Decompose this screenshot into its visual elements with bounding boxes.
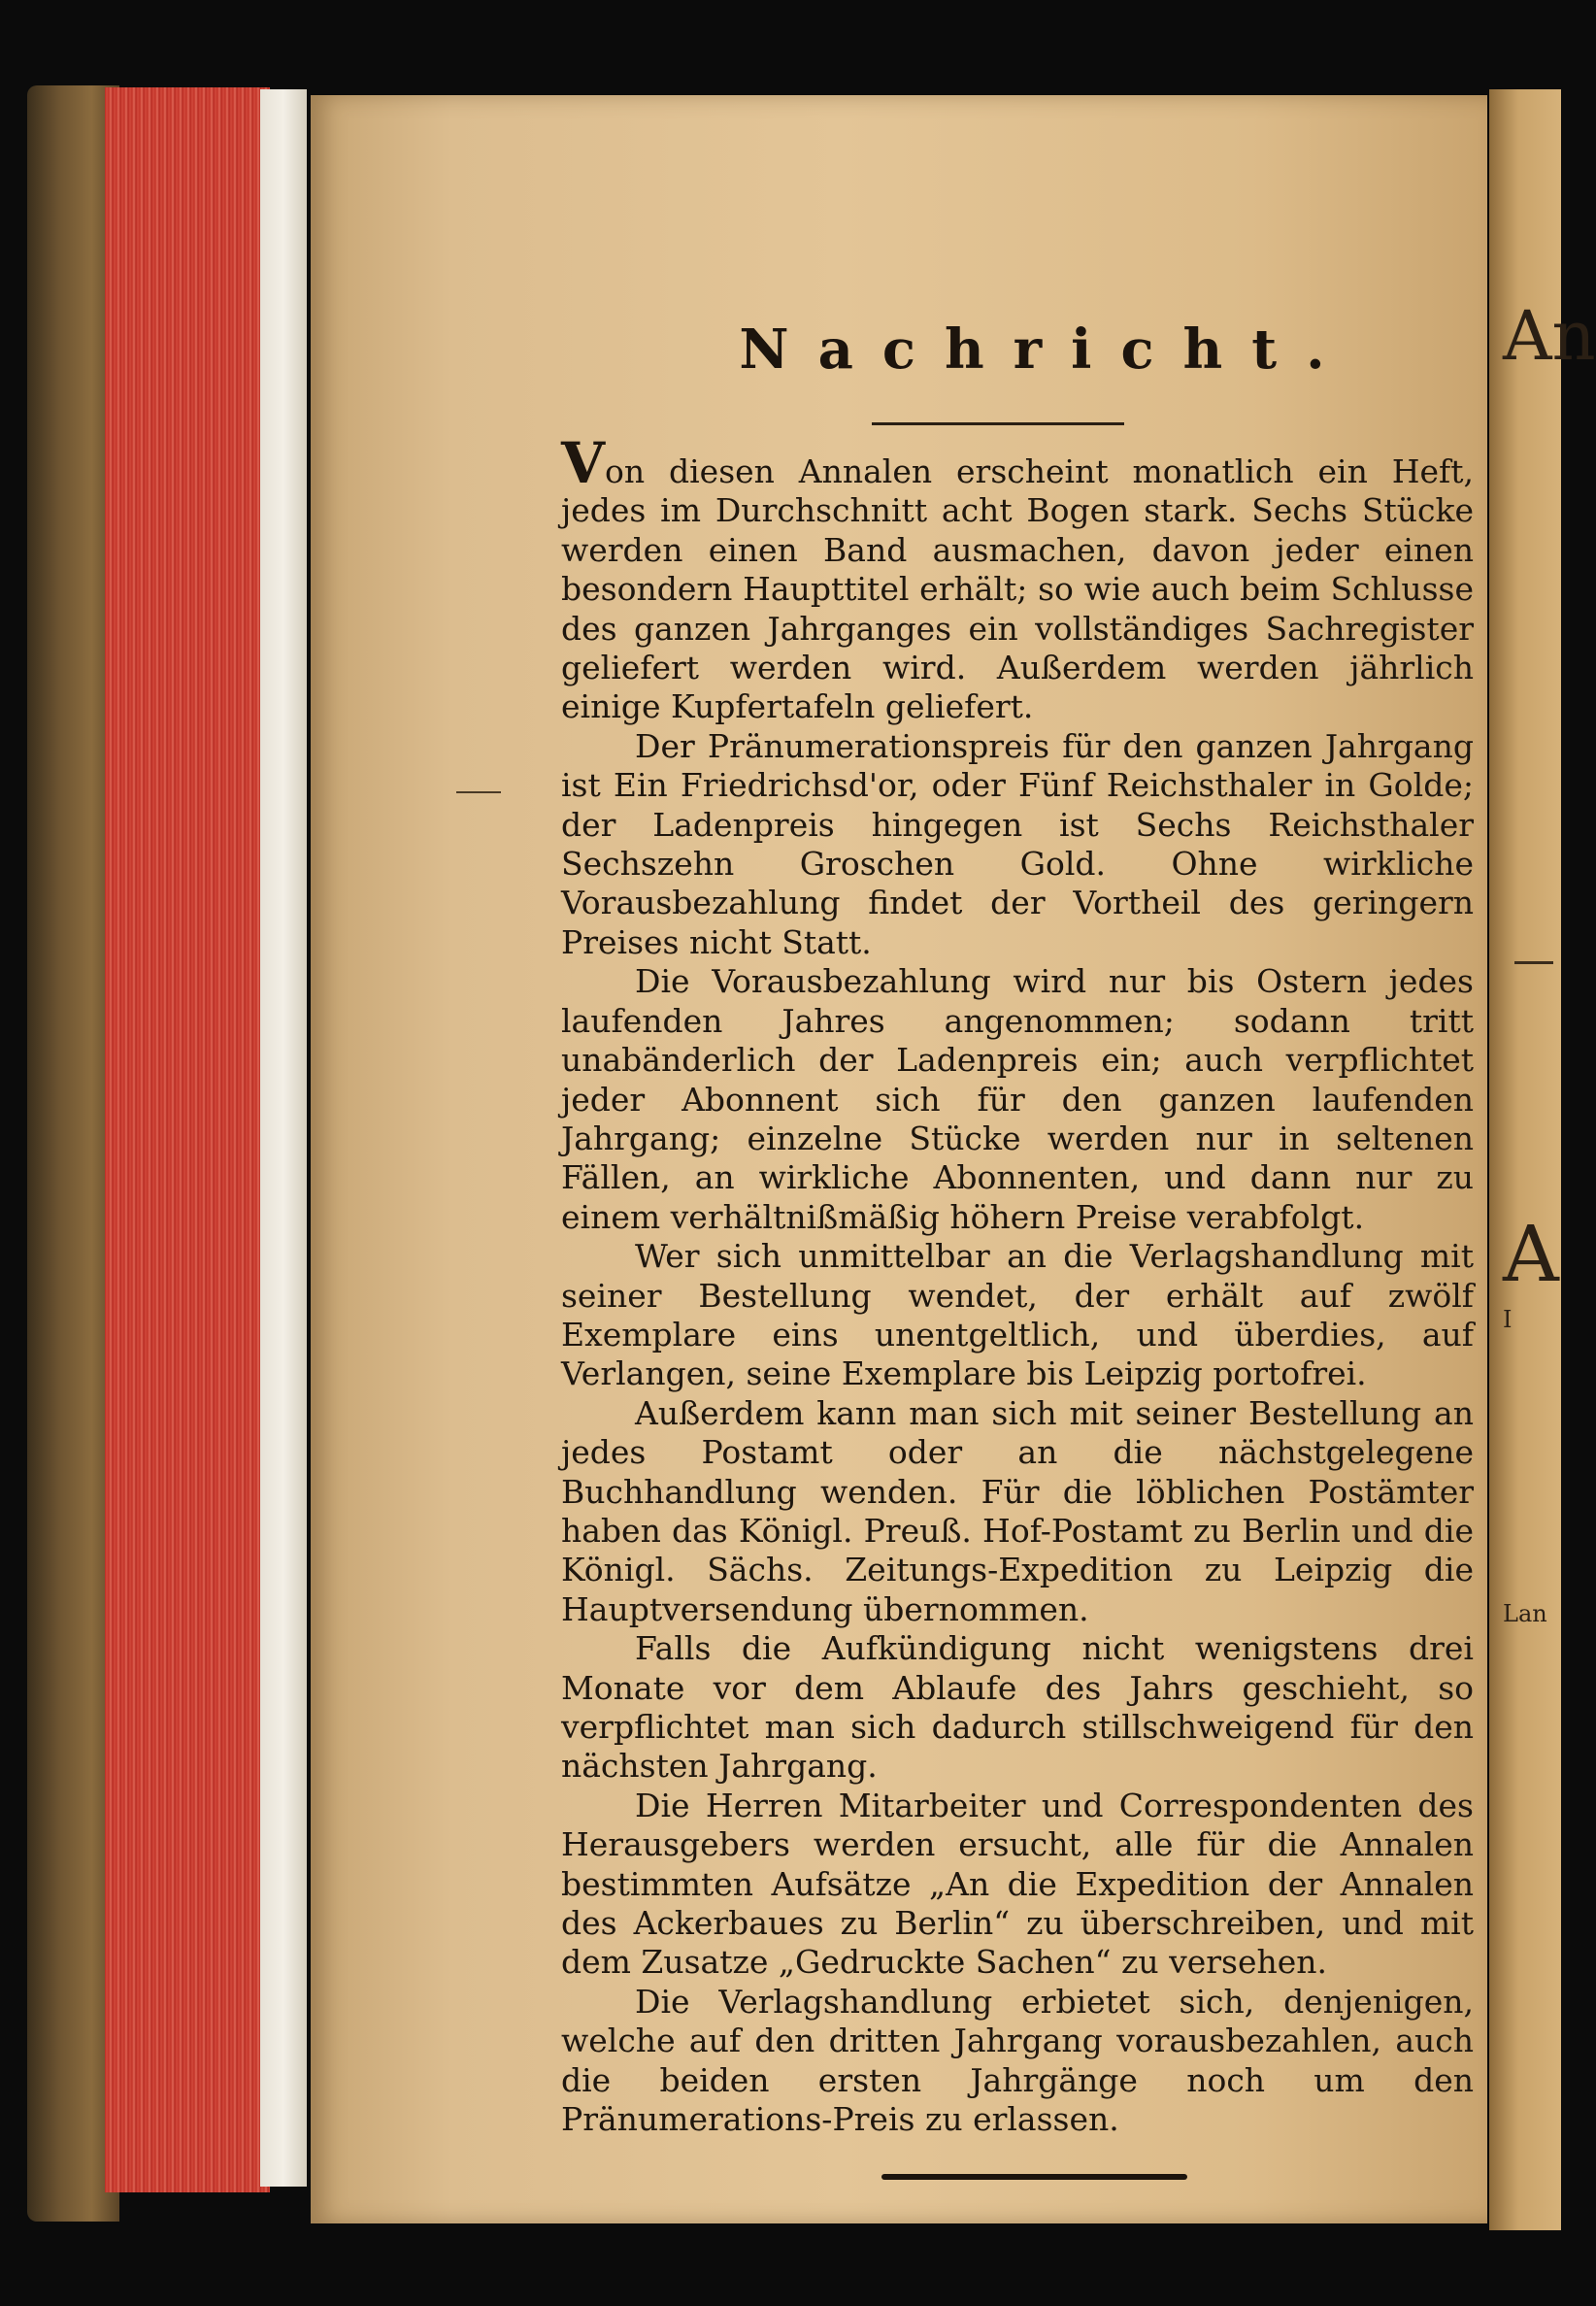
red-page-edges	[105, 87, 270, 2192]
margin-mark	[456, 791, 501, 793]
notice-body	[561, 430, 1474, 2139]
facing-page-dash	[1514, 961, 1553, 964]
facing-page-fragment: Lan	[1503, 1600, 1547, 1627]
title-rule	[872, 422, 1124, 425]
facing-page-fragment: A	[1503, 1209, 1559, 1299]
facing-page-fragment: I	[1503, 1306, 1513, 1333]
paragraph-1	[561, 430, 1474, 727]
paragraph-2: Der Pränumerationspreis für den ganzen Jahrgang ist Ein Friedrichsd'or, oder Fünf Reichsthaler in Golde; der Ladenpreis hingegen ist Sechs Reichsthaler Sechszehn Groschen Gold. Ohne wirkliche Vorausbezahlung findet der Vortheil des geringern Preises nicht Statt.	[561, 726, 1474, 961]
drop-cap: V	[561, 430, 606, 496]
paragraph-4: Wer sich unmittelbar an die Verlagshandlung mit seiner Bestellung wendet, der erhält auf zwölf Exemplare eins unentgeltlich, und überdies, auf Verlangen, seine Exemplare bis Leipzig portofrei.	[561, 1237, 1474, 1393]
paragraph-7: Die Herren Mitarbeiter und Correspondenten des Herausgebers werden ersucht, alle für die Annalen bestimmten Aufsätze „An die Expedition der Annalen des Ackerbaues zu Berlin“ zu überschreiben, und mit dem Zusatze „Gedruckte Sachen“ zu versehen.	[561, 1786, 1474, 1982]
facing-page-fragment: An	[1503, 296, 1596, 376]
page-content	[561, 316, 1474, 2180]
paragraph-8: Die Verlagshandlung erbietet sich, denjenigen, welche auf den dritten Jahrgang vorausbezahlen, auch die beiden ersten Jahrgänge noch um den Pränumerations-Preis zu erlassen.	[561, 1982, 1474, 2139]
closing-rule	[881, 2174, 1187, 2180]
page-stack-white	[260, 89, 307, 2187]
paragraph-6: Falls die Aufkündigung nicht wenigstens drei Monate vor dem Ablaufe des Jahrs geschieht, so verpflichtet man sich dadurch stillschweigend für den nächsten Jahrgang.	[561, 1629, 1474, 1786]
paragraph-text: on diesen Annalen erscheint monatlich ein Heft, jedes im Durchschnitt acht Bogen stark. Sechs Stücke werden einen Band ausmachen, davon jeder einen besondern Haupttitel erhält; so wie auch beim Schlusse des ganzen Jahrganges ein vollständiges Sachregister geliefert werden wird. Außerdem werden jährlich einige Kupfertafeln geliefert.	[561, 452, 1474, 726]
page-title: Nachricht.	[739, 317, 1354, 382]
paragraph-3: Die Vorausbezahlung wird nur bis Ostern jedes laufenden Jahres angenommen; sodann tritt unabänderlich der Ladenpreis ein; auch verpflichtet jeder Abonnent sich für den ganzen laufenden Jahrgang; einzelne Stücke werden nur in seltenen Fällen, an wirkliche Abonnenten, und dann nur zu einem verhältnißmäßig höhern Preise verabfolgt.	[561, 962, 1474, 1236]
facing-page-sliver	[1489, 89, 1561, 2230]
paragraph-5: Außerdem kann man sich mit seiner Bestellung an jedes Postamt oder an die nächstgelegene Buchhandlung wenden. Für die löblichen Postämter haben das Königl. Preuß. Hof-Postamt zu Berlin und die Königl. Sächs. Zeitungs-Expedition zu Leipzig die Hauptversendung übernommen.	[561, 1393, 1474, 1628]
